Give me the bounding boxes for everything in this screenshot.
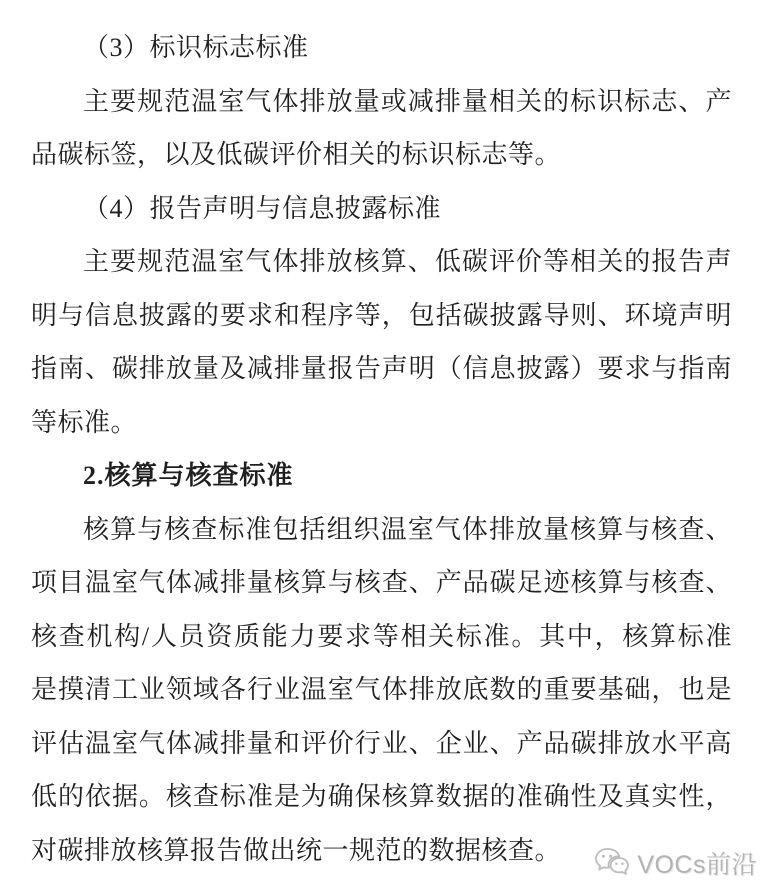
- document-body: [31, 21, 732, 877]
- body-text-line: 核算与核查标准包括组织温室气体排放量核算与核查、: [83, 514, 732, 544]
- body-text-line: 评估温室气体减排量和评价行业、企业、产品碳排放水平高: [31, 728, 732, 758]
- body-text-line: 等标准。: [31, 407, 138, 437]
- body-text-line: 品碳标签，以及低碳评价相关的标识标志等。: [31, 140, 562, 169]
- body-text-line: 低的依据。核查标准是为确保核算数据的准确性及真实性，: [31, 782, 732, 811]
- body-text-line: 明与信息披露的要求和程序等，包括碳披露导则、环境声明: [31, 300, 732, 330]
- body-text-line: 指南、碳排放量及减排量报告声明（信息披露）要求与指南: [31, 354, 732, 383]
- subheading-line: （4）报告声明与信息披露标准: [83, 193, 442, 223]
- section-heading: 2.核算与核查标准: [83, 461, 294, 490]
- body-text-line: 主要规范温室气体排放核算、低碳评价等相关的报告声: [83, 247, 732, 276]
- wechat-icon: [594, 846, 630, 880]
- body-text-line: 核查机构/人员资质能力要求等相关标准。其中，核算标准: [31, 621, 732, 651]
- body-text-line: 是摸清工业领域各行业温室气体排放底数的重要基础，也是: [31, 675, 732, 704]
- body-text-line: 主要规范温室气体排放量或减排量相关的标识标志、产: [83, 86, 732, 116]
- body-text-line: 对碳排放核算报告做出统一规范的数据核查。: [31, 835, 562, 865]
- watermark-label: VOCs前沿: [637, 851, 757, 879]
- subheading-line: （3）标识标志标准: [83, 33, 309, 62]
- watermark: [594, 845, 757, 881]
- body-text-line: 项目温室气体减排量核算与核查、产品碳足迹核算与核查、: [31, 568, 732, 597]
